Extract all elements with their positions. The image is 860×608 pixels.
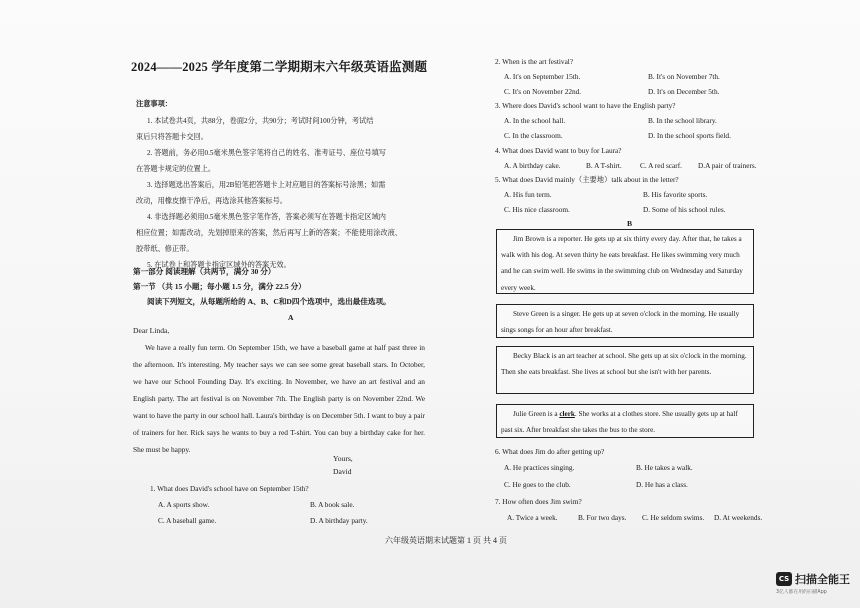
option-a: A. In the school hall. (504, 116, 566, 125)
option-b: B. In the school library. (648, 116, 717, 125)
letter-signature: David (333, 467, 352, 476)
passage-b-box-steve: Steve Green is a singer. He gets up at seven o'clock in the morning. He usually sings songs for an hour after breakfast. (496, 304, 754, 338)
option-b: B. A T-shirt. (586, 161, 622, 170)
question-stem: 7. How often does Jim swim? (495, 497, 582, 506)
notice-line: 改动，用橡皮擦干净后，再选涂其他答案标号。 (136, 197, 287, 205)
passage-b-label: B (627, 219, 633, 228)
question-stem: 3. Where does David's school want to have the English party? (495, 101, 676, 110)
option-b: B. It's on November 7th. (648, 72, 720, 81)
option-c: C. He seldom swims. (642, 513, 705, 522)
option-b: B. For two days. (578, 513, 627, 522)
question-stem: 5. What does David mainly（主要地）talk about in the letter? (495, 175, 679, 184)
page-footer: 六年级英语期末试题第 1 页 共 4 页 (385, 536, 507, 545)
letter-body: We have a really fun term. On September 15th, we have a baseball game at half past three in the afternoon. It's interesting. My teacher says we can see some great baseball stars. In October, we have our School Founding Day. It's exciting. In November, we have an art festival and an English party. The art festival is on November 7th. The English party is on November 22nd. We want to have the party in our school hall. Laura's birthday is on December 5th. I want to buy a pair of trainers for her. Rick says he wants to buy a red T-shirt. You can buy a birthday cake for her. She must be happy. (133, 343, 425, 454)
notice-line: 在答题卡规定的位置上。 (136, 165, 216, 173)
notice-line: 5. 在试卷上和答题卡指定区域外的答案无效。 (147, 261, 291, 269)
option-c: C. He goes to the club. (504, 480, 571, 489)
julie-text-pre: Julie Green is a (513, 410, 560, 418)
option-c: C. It's on November 22nd. (504, 87, 582, 96)
passage-b-box-jim: Jim Brown is a reporter. He gets up at six thirty every day. After that, he takes a walk with his dog. At seven thirty he eats breakfast. He likes swimming very much and he can swim well. He swims in the swimming club on Wednesday and Saturday every week. (496, 229, 754, 294)
notice-line: 1. 本试卷共4页，共88分，卷面2分，共90分；考试时间100分钟，考试结 (147, 117, 374, 125)
notice-line: 相应位置；如需改动，先划掉原来的答案，然后再写上新的答案；不能使用涂改液、 (136, 229, 402, 237)
option-c: C. A baseball game. (158, 516, 217, 525)
option-d: D. In the school sports field. (648, 131, 731, 140)
question-stem: 6. What does Jim do after getting up? (495, 447, 605, 456)
option-b: B. He takes a walk. (636, 463, 693, 472)
option-d: D. A birthday party. (310, 516, 368, 525)
instruction: 阅读下列短文，从每题所给的 A、B、C和D四个选项中，选出最佳选项。 (147, 297, 391, 306)
passage-b-box-becky: Becky Black is an art teacher at school. She gets up at six o'clock in the morning. Then she eats breakfast. She lives at school but she isn't with her parents. (496, 346, 754, 394)
option-a: A. It's on September 15th. (504, 72, 581, 81)
letter-closing: Yours, (333, 454, 353, 463)
julie-text-post: . She works at a clothes store. She usually gets up at half past six. After breakfast she takes the bus to the store. (501, 410, 738, 435)
option-c: C. His nice classroom. (504, 205, 570, 214)
option-d: D. At weekends. (714, 513, 763, 522)
part-heading: 第一部分 阅读理解（共两节，满分 30 分） (133, 267, 276, 276)
notice-heading: 注意事项： (136, 100, 172, 108)
option-c: C. In the classroom. (504, 131, 563, 140)
option-a: A. A birthday cake. (504, 161, 561, 170)
question-stem: 1. What does David's school have on September 15th? (150, 484, 309, 493)
option-b: B. His favorite sports. (643, 190, 708, 199)
notice-line: 4. 非选择题必须用0.5毫米黑色签字笔作答，答案必须写在答题卡指定区域内 (147, 213, 386, 221)
notice-line: 3. 选择题选出答案后，用2B铅笔把答题卡上对应题目的答案标号涂黑；如需 (147, 181, 386, 189)
option-d: D. Some of his school rules. (643, 205, 726, 214)
exam-title: 2024——2025 学年度第二学期期末六年级英语监测题 (131, 60, 428, 74)
passage-b-box-julie (496, 404, 754, 438)
option-a: A. A sports show. (158, 500, 210, 509)
option-a: A. He practices singing. (504, 463, 575, 472)
section-heading: 第一节 （共 15 小题；每小题 1.5 分，满分 22.5 分） (133, 282, 306, 291)
option-a: A. His fun term. (504, 190, 552, 199)
passage-a-label: A (288, 313, 294, 322)
underlined-word-clerk: clerk (559, 410, 575, 418)
option-d: D.A pair of trainers. (698, 161, 757, 170)
camscanner-logo-icon: CS (776, 572, 792, 586)
notice-line: 束后只将答题卡交回。 (136, 133, 208, 141)
notice-line: 2. 答题前，务必用0.5毫米黑色签字笔将自己的姓名、准考证号、座位号填写 (147, 149, 386, 157)
letter-greeting: Dear Linda, (133, 326, 170, 335)
option-d: D. He has a class. (636, 480, 688, 489)
camscanner-name: 扫描全能王 (795, 573, 850, 586)
question-stem: 2. When is the art festival? (495, 57, 574, 66)
option-d: D. It's on December 5th. (648, 87, 720, 96)
option-c: C. A red scarf. (640, 161, 682, 170)
camscanner-tagline: 3亿人都在用的扫描App (776, 590, 827, 595)
option-a: A. Twice a week. (507, 513, 558, 522)
notice-line: 胶带纸、修正带。 (136, 245, 194, 253)
question-stem: 4. What does David want to buy for Laura? (495, 146, 622, 155)
option-b: B. A book sale. (310, 500, 355, 509)
